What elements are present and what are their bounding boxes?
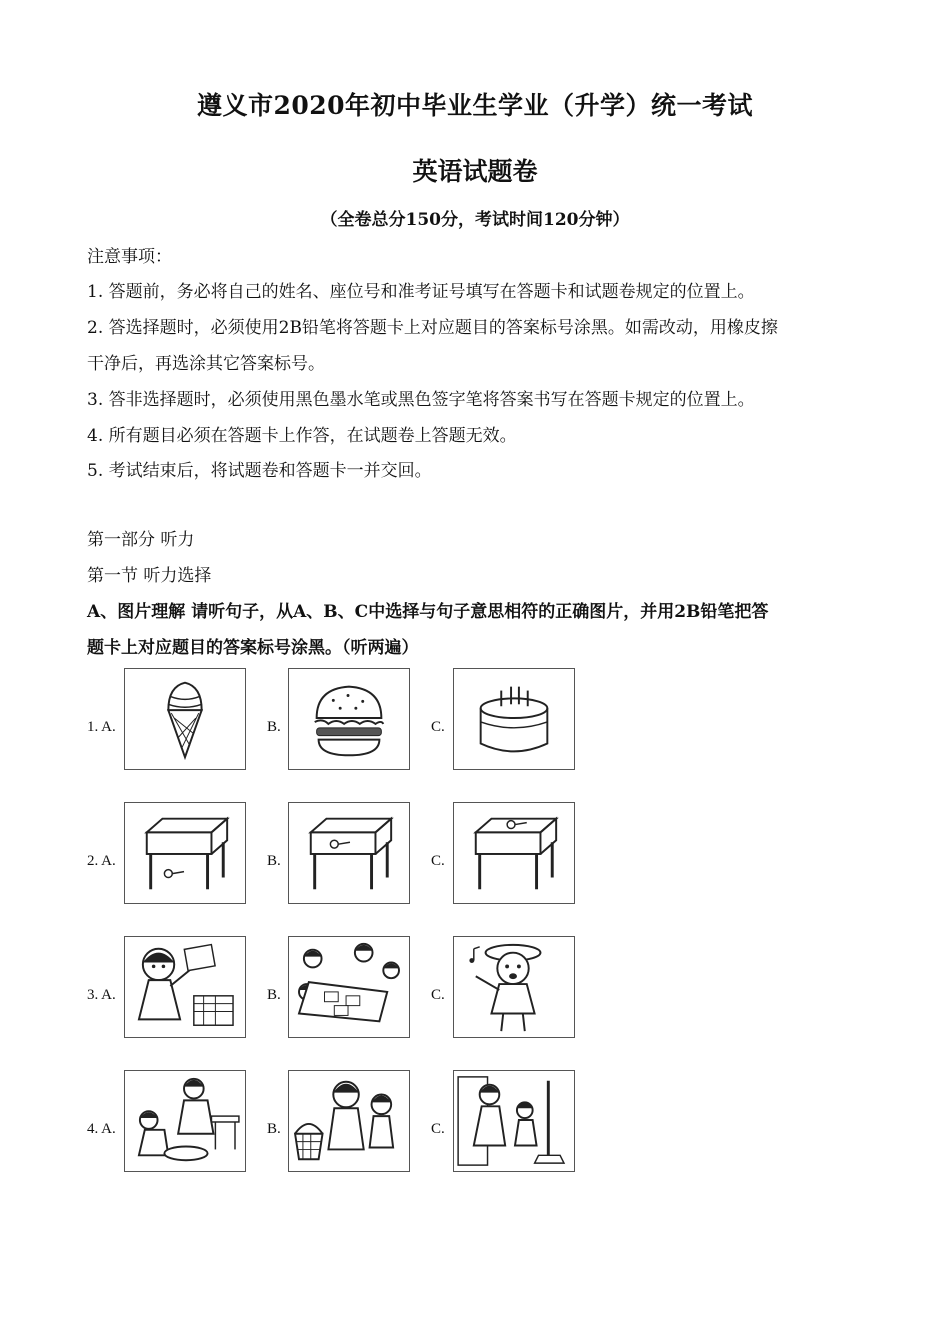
exam-subject: 英语试题卷 (412, 157, 538, 186)
note-item-4: 4. 所有题目必须在答题卡上作答，在试题卷上答题无效。 (87, 426, 517, 446)
question-1-label: 1. A. (87, 719, 116, 735)
section-instruction-1: A、图片理解 请听句子，从A、B、C中选择与句子意思相符的正确图片，并用2B铅笔把答 (87, 602, 769, 622)
mother-and-child-sweeping-icon (454, 1071, 574, 1171)
q2-option-b-label: B. (267, 853, 281, 869)
q1-option-c-image (453, 668, 575, 770)
question-2-label: 2. A. (87, 853, 116, 869)
q4-option-b-image (288, 1070, 410, 1172)
section-instruction-2: 题卡上对应题目的答案标号涂黑。（听两遍） (87, 638, 419, 658)
section-subsection: 第一节 听力选择 (87, 566, 212, 586)
q1-option-c-label: C. (431, 719, 445, 735)
girl-showing-drawing-icon (125, 937, 245, 1037)
grandpa-and-boy-with-basket-icon (289, 1071, 409, 1171)
note-item-2: 2. 答选择题时，必须使用2B铅笔将答题卡上对应题目的答案标号涂黑。如需改动，用橡皮擦 (87, 318, 778, 338)
hamburger-icon (289, 669, 409, 769)
ice-cream-icon (125, 669, 245, 769)
q3-option-c-image (453, 936, 575, 1038)
exam-title: 遵义市2020年初中毕业生学业（升学）统一考试 (196, 91, 754, 120)
children-drawing-at-table-icon (289, 937, 409, 1037)
q3-option-a-image (124, 936, 246, 1038)
q2-option-c-image (453, 802, 575, 904)
child-washing-feet-icon (125, 1071, 245, 1171)
q4-option-c-label: C. (431, 1121, 445, 1137)
question-4-label: 4. A. (87, 1121, 116, 1137)
q4-option-b-label: B. (267, 1121, 281, 1137)
q1-option-b-label: B. (267, 719, 281, 735)
section-part: 第一部分 听力 (87, 530, 195, 550)
table-with-keys-on-top-icon (454, 803, 574, 903)
birthday-cake-icon (454, 669, 574, 769)
question-3-label: 3. A. (87, 987, 116, 1003)
q2-option-b-image (288, 802, 410, 904)
note-item-5: 5. 考试结束后，将试题卷和答题卡一并交回。 (87, 461, 432, 481)
notes-heading: 注意事项： (87, 247, 172, 267)
q2-option-a-image (124, 802, 246, 904)
note-item-1: 1. 答题前，务必将自己的姓名、座位号和准考证号填写在答题卡和试题卷规定的位置上。 (87, 282, 755, 302)
q1-option-a-image (124, 668, 246, 770)
q4-option-c-image (453, 1070, 575, 1172)
q2-option-c-label: C. (431, 853, 445, 869)
table-with-keys-inside-icon (289, 803, 409, 903)
exam-info: （全卷总分150分，考试时间120分钟） (320, 210, 630, 230)
q3-option-c-label: C. (431, 987, 445, 1003)
q4-option-a-image (124, 1070, 246, 1172)
note-item-3: 3. 答非选择题时，必须使用黑色墨水笔或黑色签字笔将答案书写在答题卡规定的位置上。 (87, 390, 755, 410)
note-item-2-cont: 干净后，再选涂其它答案标号。 (87, 354, 325, 374)
q3-option-b-image (288, 936, 410, 1038)
q3-option-b-label: B. (267, 987, 281, 1003)
table-with-keys-under-icon (125, 803, 245, 903)
q1-option-b-image (288, 668, 410, 770)
girl-singing-icon (454, 937, 574, 1037)
